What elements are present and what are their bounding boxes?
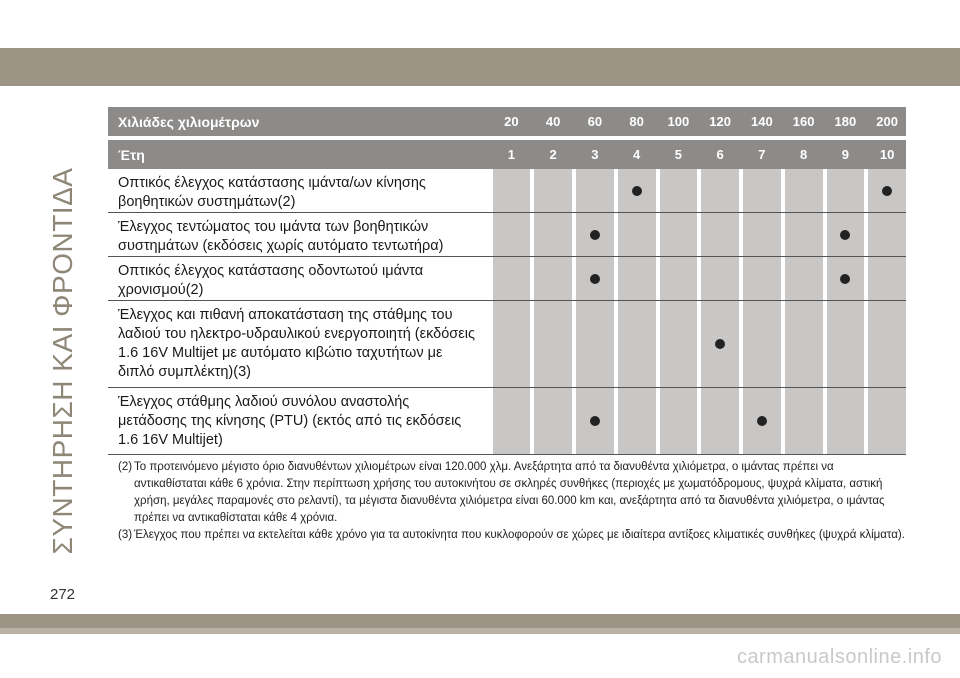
interval-cell (868, 257, 906, 300)
year-cell: 4 (633, 147, 641, 162)
table-row (108, 257, 906, 301)
interval-cell (701, 388, 739, 454)
interval-cell (534, 169, 572, 212)
year-cell: 2 (549, 147, 557, 162)
footnote (118, 527, 908, 544)
interval-cell (618, 169, 656, 212)
interval-cell (534, 388, 572, 454)
check-dot-icon (632, 186, 642, 196)
year-cell: 10 (879, 147, 895, 162)
interval-cell (534, 213, 572, 256)
row-label: Έλεγχος τεντώματος του ιμάντα των βοηθητικών συστημάτων (εκδόσεις χωρίς αυτόματο τεντωτήρα) (108, 213, 489, 256)
interval-cell (493, 301, 531, 387)
table-row (108, 301, 906, 388)
km-cell: 160 (792, 114, 815, 129)
interval-cell (618, 213, 656, 256)
interval-cell (827, 169, 865, 212)
interval-cell (868, 169, 906, 212)
table-body (108, 169, 906, 455)
interval-cell (785, 257, 823, 300)
interval-cell (743, 213, 781, 256)
interval-cell (618, 301, 656, 387)
year-cell: 1 (507, 147, 515, 162)
footnote-number: (2) (118, 461, 133, 473)
check-dot-icon (840, 274, 850, 284)
km-cell: 140 (751, 114, 773, 129)
interval-cell (868, 213, 906, 256)
check-dot-icon (840, 230, 850, 240)
interval-cell (660, 213, 698, 256)
table-row (108, 213, 906, 257)
year-cell: 7 (758, 147, 766, 162)
km-header-label: Χιλιάδες χιλιομέτρων (118, 113, 260, 130)
years-header-label: Έτη (118, 146, 145, 163)
interval-cell (785, 388, 823, 454)
interval-cell (493, 169, 531, 212)
year-cell: 9 (841, 147, 849, 162)
footnote (118, 459, 908, 527)
km-cell: 100 (667, 114, 690, 129)
interval-cell (827, 213, 865, 256)
check-dot-icon (757, 416, 767, 426)
maintenance-table (108, 107, 906, 455)
table-row (108, 388, 906, 455)
interval-cell (785, 213, 823, 256)
bottom-decorative-bar (0, 614, 960, 628)
header-years-row (108, 140, 906, 169)
year-cell: 3 (591, 147, 599, 162)
year-cell: 5 (674, 147, 682, 162)
watermark: carmanualsonline.info (736, 646, 942, 668)
km-cell: 200 (876, 114, 898, 129)
year-cell: 6 (716, 147, 724, 162)
interval-cell (743, 301, 781, 387)
interval-cell (660, 301, 698, 387)
interval-cell (576, 213, 614, 256)
interval-cell (827, 301, 865, 387)
year-cell: 8 (800, 147, 808, 162)
footnotes (118, 459, 908, 544)
km-cell: 20 (504, 114, 519, 129)
footnote-text: Το προτεινόμενο μέγιστο όριο διανυθέντων χιλιομέτρων είναι 120.000 χλμ. Ανεξάρτητα από τα διανυθέντα χιλιόμετρα, ο ιμάντας πρέπει να αντικαθίσταται κάθε 6 χρόνια. Στην περίπτωση χρήσης του αυτοκινήτου σε σκληρές συνθήκες (περιοχές με χωματόδρομους, ψυχρά κλίματα, αστική χρήση, μεγάλες παραμονές στο ρελαντί), τα μέγιστα διανυθέντα χιλιόμετρα είναι 60.000 km και, ανεξάρτητα από τα διανυθέντα χιλιόμετρα, ο ιμάντας πρέπει να αντικαθίσταται κάθε 4 χρόνια. (134, 461, 885, 524)
interval-cell (618, 257, 656, 300)
header-km-row (108, 107, 906, 136)
km-cell: 40 (545, 114, 561, 129)
km-cell: 60 (587, 114, 603, 129)
interval-cell (660, 257, 698, 300)
interval-cell (785, 169, 823, 212)
interval-cell (493, 257, 531, 300)
interval-cell (493, 388, 531, 454)
interval-cell (618, 388, 656, 454)
check-dot-icon (590, 416, 600, 426)
km-cell: 120 (709, 114, 731, 129)
footnote-text: Έλεγχος που πρέπει να εκτελείται κάθε χρόνο για τα αυτοκίνητα που κυκλοφορούν σε χώρες με ιδιαίτερα αντίξοες κλιματικές συνθήκες (ψυχρά κλίματα). (134, 529, 905, 541)
interval-cell (493, 213, 531, 256)
interval-cell (743, 257, 781, 300)
interval-cell (701, 213, 739, 256)
row-label: Οπτικός έλεγχος κατάστασης οδοντωτού ιμάντα χρονισμού(2) (108, 257, 489, 300)
row-label: Οπτικός έλεγχος κατάστασης ιμάντα/ων κίνησης βοηθητικών συστημάτων(2) (108, 169, 489, 212)
interval-cell (701, 301, 739, 387)
interval-cell (576, 388, 614, 454)
bottom-decorative-bar-light (0, 628, 960, 634)
table-row (108, 169, 906, 213)
top-decorative-bar (0, 48, 960, 86)
interval-cell (534, 301, 572, 387)
interval-cell (534, 257, 572, 300)
interval-cell (868, 301, 906, 387)
interval-cell (660, 169, 698, 212)
page-number: 272 (50, 586, 76, 603)
interval-cell (660, 388, 698, 454)
interval-cell (827, 257, 865, 300)
interval-cell (785, 301, 823, 387)
row-label: Έλεγχος και πιθανή αποκατάσταση της στάθμης του λαδιού του ηλεκτρο-υδραυλικού ενεργοποιητή (εκδόσεις 1.6 16V Multijet με αυτόματο κιβώτιο ταχυτήτων με διπλό συμπλέκτη)(3) (108, 301, 489, 387)
interval-cell (743, 388, 781, 454)
footnote-number: (3) (118, 529, 133, 541)
interval-cell (576, 169, 614, 212)
check-dot-icon (715, 339, 725, 349)
interval-cell (576, 301, 614, 387)
check-dot-icon (882, 186, 892, 196)
interval-cell (576, 257, 614, 300)
interval-cell (701, 257, 739, 300)
interval-cell (827, 388, 865, 454)
section-side-title-text: ΣΥΝΤΗΡΗΣΗ ΚΑΙ ΦΡΟΝΤΙΔΑ (47, 167, 78, 555)
km-cell: 80 (629, 114, 644, 129)
interval-cell (868, 388, 906, 454)
interval-cell (701, 169, 739, 212)
check-dot-icon (590, 230, 600, 240)
row-label: Έλεγχος στάθμης λαδιού συνόλου αναστολής μετάδοσης της κίνησης (PTU) (εκτός από τις εκδόσεις 1.6 16V Multijet) (108, 388, 489, 454)
km-cell: 180 (834, 114, 857, 129)
check-dot-icon (590, 274, 600, 284)
interval-cell (743, 169, 781, 212)
